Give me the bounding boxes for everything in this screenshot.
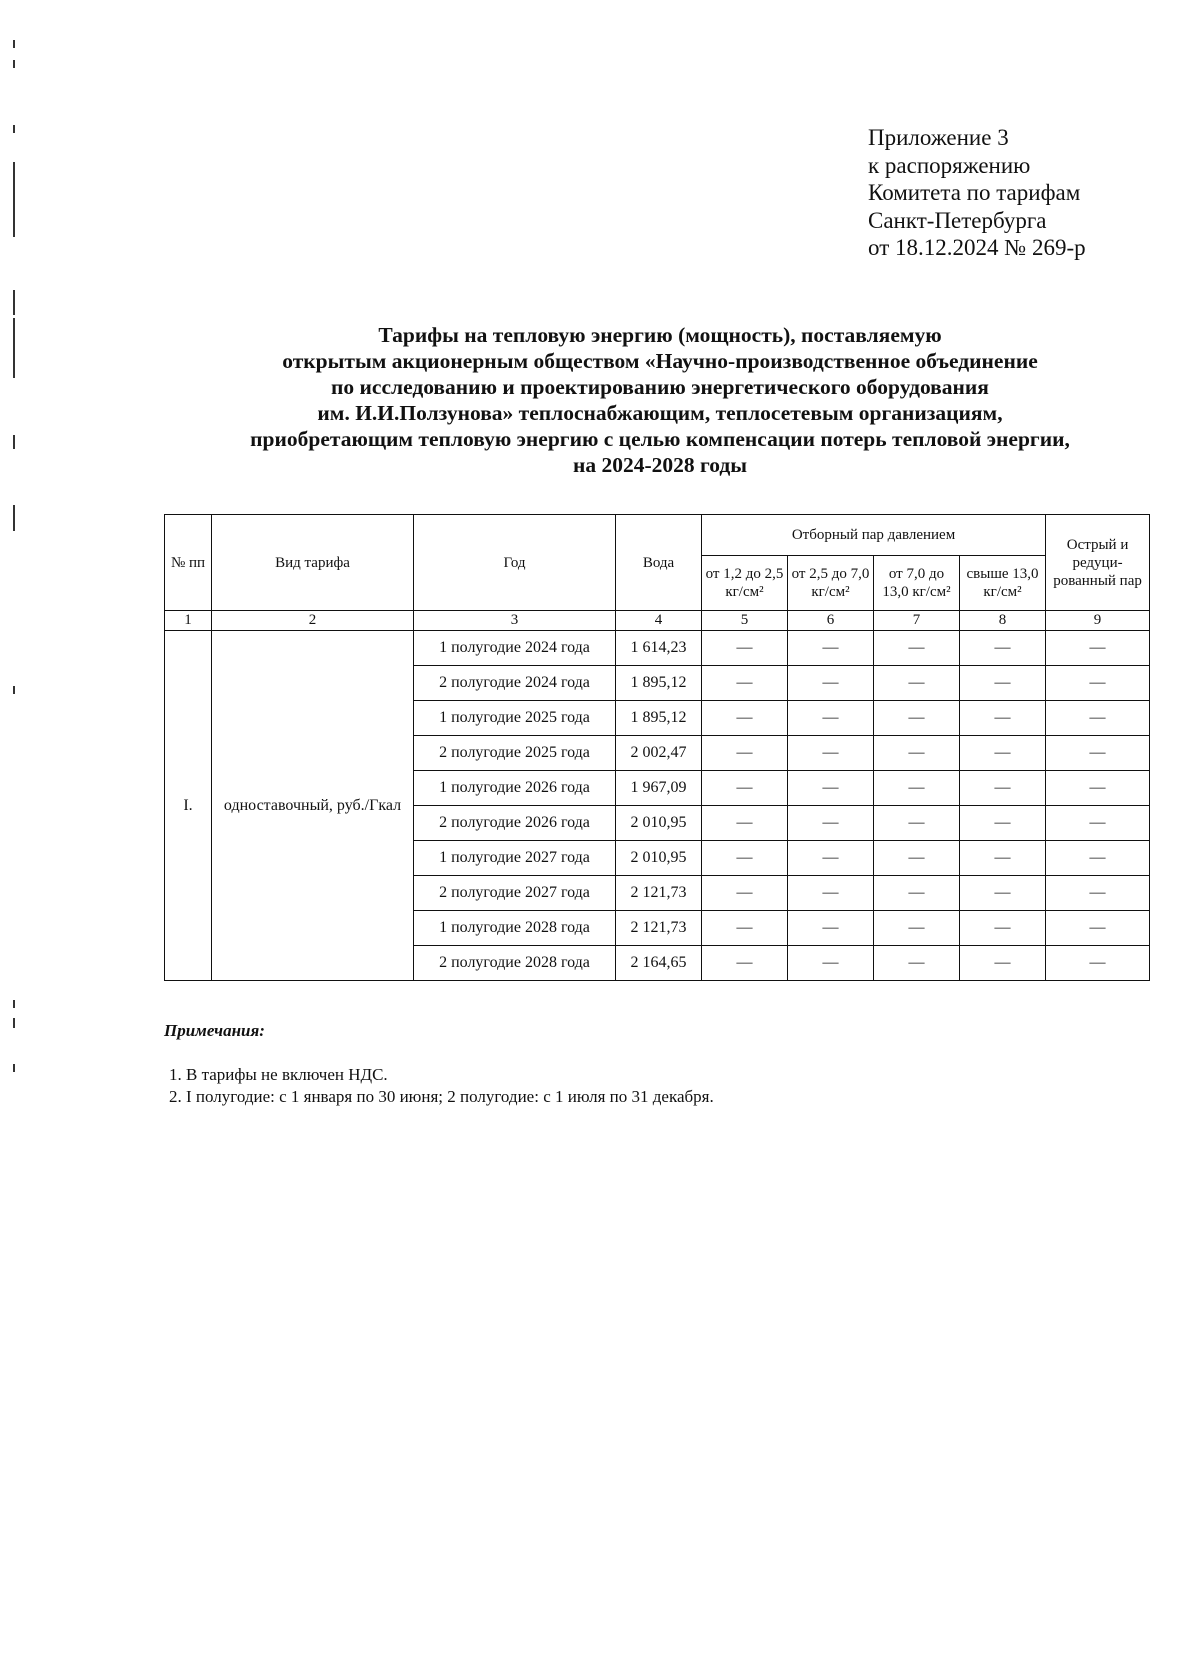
empty-value-cell: — [788,946,874,981]
empty-value-cell: — [702,631,788,666]
empty-value-cell: — [702,666,788,701]
empty-value-cell: — [788,771,874,806]
empty-value-cell: — [874,631,960,666]
empty-value-cell: — [1046,806,1150,841]
appendix-line: к распоряжению [868,152,1031,178]
scan-mark [13,1000,15,1008]
water-tariff-cell: 2 002,47 [616,736,702,771]
period-cell: 2 полугодие 2025 года [414,736,616,771]
period-cell: 2 полугодие 2026 года [414,806,616,841]
note-item: 1. В тарифы не включен НДС. [186,1064,714,1086]
empty-value-cell: — [1046,736,1150,771]
scan-mark [13,686,15,694]
appendix-line: от 18.12.2024 № 269-р [868,235,1086,260]
title-line: по исследованию и проектированию энергетического оборудования [331,375,989,399]
header-water: Вода [616,515,702,611]
title-line: Тарифы на тепловую энергию (мощность), поставляемую [378,323,942,347]
empty-value-cell: — [1046,911,1150,946]
column-number: 1 [165,611,212,631]
tariff-table [164,514,1150,981]
header-steam-4: свыше 13,0 кг/см² [960,556,1046,611]
water-tariff-cell: 2 164,65 [616,946,702,981]
empty-value-cell: — [874,876,960,911]
empty-value-cell: — [788,841,874,876]
water-tariff-cell: 1 614,23 [616,631,702,666]
scan-mark [13,435,15,449]
empty-value-cell: — [1046,631,1150,666]
empty-value-cell: — [874,806,960,841]
scan-mark [13,505,15,531]
column-number: 4 [616,611,702,631]
empty-value-cell: — [874,946,960,981]
empty-value-cell: — [788,806,874,841]
empty-value-cell: — [702,736,788,771]
empty-value-cell: — [702,946,788,981]
water-tariff-cell: 2 121,73 [616,911,702,946]
appendix-block [868,124,1086,262]
empty-value-cell: — [960,631,1046,666]
appendix-line: Санкт-Петербурга [868,207,1047,233]
empty-value-cell: — [788,876,874,911]
water-tariff-cell: 1 967,09 [616,771,702,806]
empty-value-cell: — [874,701,960,736]
empty-value-cell: — [960,876,1046,911]
column-number: 8 [960,611,1046,631]
column-number: 9 [1046,611,1150,631]
appendix-line: Комитета по тарифам [868,180,1081,205]
water-tariff-cell: 1 895,12 [616,701,702,736]
title-line: на 2024-2028 годы [572,453,748,477]
header-kind: Вид тарифа [212,515,414,611]
empty-value-cell: — [874,911,960,946]
scan-mark [13,162,15,237]
column-number: 2 [212,611,414,631]
empty-value-cell: — [788,666,874,701]
empty-value-cell: — [1046,876,1150,911]
header-steam-3: от 7,0 до 13,0 кг/см² [874,556,960,611]
header-num: № пп [165,515,212,611]
empty-value-cell: — [788,911,874,946]
empty-value-cell: — [788,736,874,771]
empty-value-cell: — [702,841,788,876]
document-title [130,322,1190,478]
empty-value-cell: — [788,631,874,666]
title-line: им. И.И.Ползунова» теплоснабжающим, теплосетевым организациям, [317,401,1003,425]
empty-value-cell: — [874,736,960,771]
table-row [165,631,1150,666]
header-year: Год [414,515,616,611]
scan-mark [13,60,15,68]
scan-mark [13,1018,15,1028]
header-steam-1: от 1,2 до 2,5 кг/см² [702,556,788,611]
empty-value-cell: — [702,876,788,911]
header-sharp-steam: Острый и редуци-рованный пар [1046,515,1150,611]
period-cell: 2 полугодие 2028 года [414,946,616,981]
header-steam-2: от 2,5 до 7,0 кг/см² [788,556,874,611]
period-cell: 2 полугодие 2027 года [414,876,616,911]
period-cell: 1 полугодие 2025 года [414,701,616,736]
empty-value-cell: — [1046,771,1150,806]
scan-mark [13,125,15,133]
empty-value-cell: — [1046,701,1150,736]
empty-value-cell: — [702,806,788,841]
empty-value-cell: — [960,841,1046,876]
header-steam-group: Отборный пар давлением [702,515,1046,556]
empty-value-cell: — [1046,841,1150,876]
empty-value-cell: — [702,911,788,946]
empty-value-cell: — [960,771,1046,806]
period-cell: 1 полугодие 2028 года [414,911,616,946]
empty-value-cell: — [960,911,1046,946]
column-number: 5 [702,611,788,631]
empty-value-cell: — [1046,666,1150,701]
title-line: приобретающим тепловую энергию с целью компенсации потерь тепловой энергии, [250,427,1070,451]
empty-value-cell: — [960,736,1046,771]
scan-mark [13,290,15,315]
title-line: открытым акционерным обществом «Научно-производственное объединение [282,349,1038,373]
empty-value-cell: — [960,806,1046,841]
period-cell: 1 полугодие 2026 года [414,771,616,806]
appendix-line: Приложение 3 [868,125,1009,150]
water-tariff-cell: 2 121,73 [616,876,702,911]
column-number: 3 [414,611,616,631]
period-cell: 1 полугодие 2024 года [414,631,616,666]
empty-value-cell: — [1046,946,1150,981]
empty-value-cell: — [874,771,960,806]
notes-title: Примечания: [164,1021,265,1040]
empty-value-cell: — [874,841,960,876]
empty-value-cell: — [702,701,788,736]
empty-value-cell: — [874,666,960,701]
empty-value-cell: — [960,701,1046,736]
column-number-row [165,611,1150,631]
note-item: 2. I полугодие: с 1 января по 30 июня; 2 полугодие: с 1 июля по 31 декабря. [186,1086,714,1108]
empty-value-cell: — [788,701,874,736]
notes-list [164,1064,714,1108]
group-number: I. [165,631,212,981]
period-cell: 1 полугодие 2027 года [414,841,616,876]
empty-value-cell: — [960,666,1046,701]
water-tariff-cell: 2 010,95 [616,841,702,876]
empty-value-cell: — [702,771,788,806]
scan-mark [13,40,15,48]
column-number: 6 [788,611,874,631]
tariff-kind: одноставочный, руб./Гкал [212,631,414,981]
water-tariff-cell: 1 895,12 [616,666,702,701]
scan-mark [13,1064,15,1072]
period-cell: 2 полугодие 2024 года [414,666,616,701]
scan-mark [13,318,15,378]
column-number: 7 [874,611,960,631]
notes-block [164,1020,714,1108]
empty-value-cell: — [960,946,1046,981]
water-tariff-cell: 2 010,95 [616,806,702,841]
